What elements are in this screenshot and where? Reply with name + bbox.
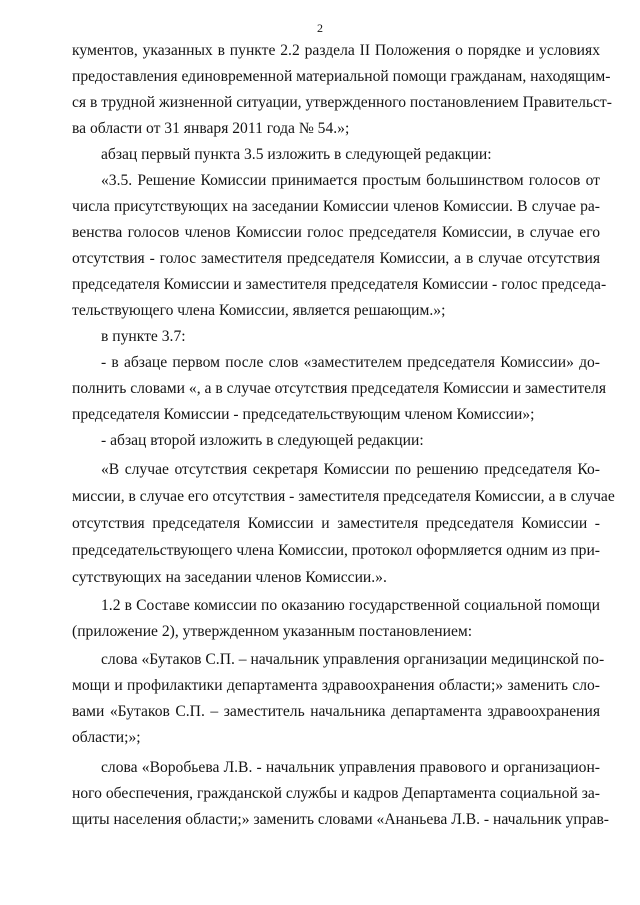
text-line: слова «Воробьева Л.В. - начальник управления правового и организацион-: [101, 759, 600, 776]
text-line: председателя Комиссии - председательствующим членом Комиссии»;: [72, 406, 535, 423]
text-line: председателя Комиссии и заместителя председателя Комиссии - голос председа-: [72, 276, 607, 293]
text-line: «3.5. Решение Комиссии принимается простым большинством голосов от: [101, 172, 600, 189]
text-line: - в абзаце первом после слов «заместителем председателя Комиссии» до-: [101, 354, 600, 371]
text-line: миссии, в случае его отсутствия - заместителя председателя Комиссии, а в случае: [72, 488, 615, 505]
text-line: области;»;: [72, 729, 141, 746]
text-line: в пункте 3.7:: [101, 328, 186, 345]
text-line: ного обеспечения, гражданской службы и кадров Департамента социальной за-: [72, 785, 600, 802]
text-line: сутствующих на заседании членов Комиссии.».: [72, 569, 387, 586]
text-line: отсутствия председателя Комиссии и заместителя председателя Комиссии -: [72, 515, 600, 532]
text-line: ся в трудной жизненной ситуации, утвержденного постановлением Правительст-: [72, 94, 612, 111]
page-number: 2: [317, 21, 323, 35]
text-line: абзац первый пункта 3.5 изложить в следующей редакции:: [101, 146, 492, 163]
text-line: полнить словами «, а в случае отсутствия председателя Комиссии и заместителя: [72, 380, 607, 397]
text-line: председательствующего члена Комиссии, протокол оформляется одним из при-: [72, 542, 600, 559]
text-line: (приложение 2), утвержденном указанным постановлением:: [72, 623, 473, 640]
text-line: кументов, указанных в пункте 2.2 раздела II Положения о порядке и условиях: [72, 42, 600, 59]
text-line: вами «Бутаков С.П. – заместитель начальника департамента здравоохранения: [72, 703, 600, 720]
text-line: «В случае отсутствия секретаря Комиссии по решению председателя Ко-: [101, 461, 600, 478]
text-line: тельствующего члена Комиссии, является решающим.»;: [72, 302, 446, 319]
text-line: числа присутствующих на заседании Комиссии членов Комиссии. В случае ра-: [72, 198, 600, 215]
text-line: слова «Бутаков С.П. – начальник управления организации медицинской по-: [101, 651, 605, 668]
text-line: щиты населения области;» заменить словами «Ананьева Л.В. - начальник управ-: [72, 811, 609, 828]
text-line: венства голосов членов Комиссии голос председателя Комиссии, в случае его: [72, 224, 600, 241]
text-line: мощи и профилактики департамента здравоохранения области;» заменить сло-: [72, 677, 600, 694]
text-line: - абзац второй изложить в следующей редакции:: [101, 432, 424, 449]
text-line: отсутствия - голос заместителя председателя Комиссии, а в случае отсутствия: [72, 250, 600, 267]
text-line: 1.2 в Составе комиссии по оказанию государственной социальной помощи: [101, 597, 600, 614]
text-line: предоставления единовременной материальной помощи гражданам, находящим-: [72, 68, 611, 85]
text-line: ва области от 31 января 2011 года № 54.»;: [72, 120, 350, 137]
